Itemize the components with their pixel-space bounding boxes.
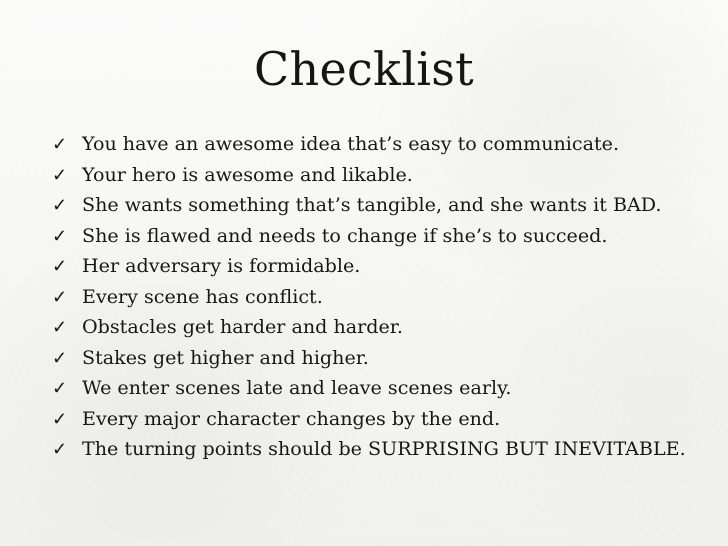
checklist-item-text: Every scene has conflict.: [82, 284, 323, 308]
check-mark-icon: ✓: [52, 225, 68, 247]
checklist-item-text: Stakes get higher and higher.: [82, 345, 369, 369]
checklist-item: [52, 373, 686, 404]
checklist-item: [52, 312, 686, 343]
checklist: [52, 129, 686, 465]
checklist-item: [52, 404, 686, 435]
checklist-item: [52, 251, 686, 282]
checklist-item-text: We enter scenes late and leave scenes early.: [82, 376, 512, 399]
checklist-item-text: Your hero is awesome and likable.: [82, 162, 413, 186]
check-mark-icon: ✓: [52, 439, 68, 460]
check-mark-icon: ✓: [52, 134, 68, 155]
check-mark-icon: ✓: [52, 317, 68, 338]
checklist-item: [52, 190, 686, 221]
checklist-item-text: The turning points should be SURPRISING BUT INEVITABLE.: [82, 437, 686, 460]
checklist-item: [52, 221, 686, 252]
check-mark-icon: ✓: [52, 195, 68, 216]
checklist-item: [52, 343, 686, 374]
check-mark-icon: ✓: [52, 286, 68, 308]
checklist-item: [52, 160, 686, 191]
check-mark-icon: ✓: [52, 347, 68, 369]
checklist-item: [52, 282, 686, 313]
checklist-item-text: Obstacles get harder and harder.: [82, 315, 403, 338]
checklist-item-text: Her adversary is formidable.: [82, 254, 361, 277]
checklist-item-text: She wants something that’s tangible, and she wants it BAD.: [82, 193, 662, 216]
page-title: Checklist: [254, 42, 474, 96]
checklist-item: [52, 434, 686, 465]
check-mark-icon: ✓: [52, 164, 68, 186]
checklist-item-text: She is flawed and needs to change if she’s to succeed.: [82, 223, 608, 247]
check-mark-icon: ✓: [52, 408, 68, 430]
checklist-item: [52, 129, 686, 160]
checklist-item-text: You have an awesome idea that’s easy to communicate.: [82, 132, 620, 155]
check-mark-icon: ✓: [52, 378, 68, 399]
checklist-item-text: Every major character changes by the end.: [82, 406, 501, 430]
check-mark-icon: ✓: [52, 256, 68, 277]
